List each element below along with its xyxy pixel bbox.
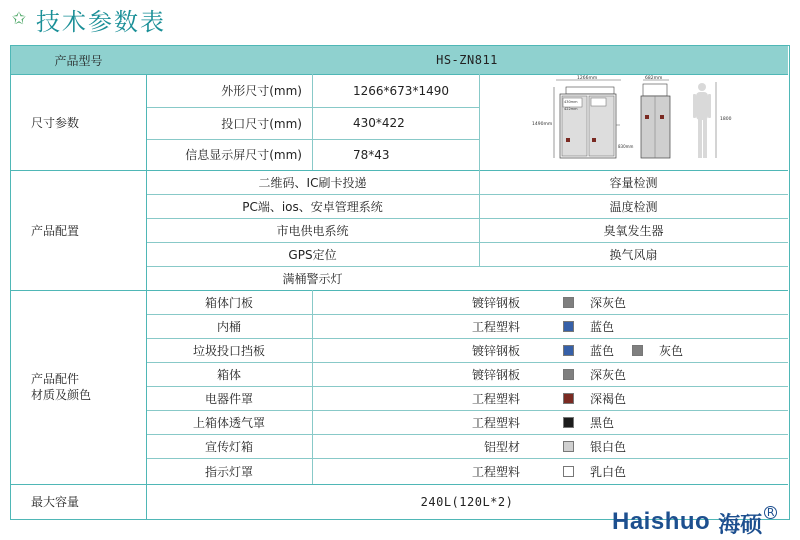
color-name: 灰色	[659, 343, 684, 358]
dim-name-3: 信息显示屏尺寸(mm)	[185, 148, 302, 162]
parts-label-line1: 产品配件	[31, 372, 80, 386]
part-name: 电器件罩	[204, 391, 253, 406]
part-name: 箱体	[216, 367, 241, 382]
part-name: 指示灯罩	[204, 464, 253, 479]
logo-cn: 海硕	[718, 512, 763, 538]
part-name: 箱体门板	[204, 295, 253, 310]
color-name: 深灰色	[590, 295, 627, 310]
color-name: 深灰色	[590, 367, 627, 382]
config-left-3: 市电供电系统	[276, 223, 349, 238]
config-right-1: 容量检测	[609, 175, 658, 190]
part-material: 铝型材	[483, 439, 520, 454]
parts-label-line2: 材质及颜色	[31, 388, 92, 402]
color-swatch	[563, 321, 574, 332]
color-name: 蓝色	[590, 319, 615, 334]
registered-mark-icon: R	[764, 506, 777, 519]
color-swatch	[563, 417, 574, 428]
color-swatch	[563, 369, 574, 380]
dim-value-1: 1266*673*1490	[353, 83, 449, 98]
config-left-4: GPS定位	[288, 247, 337, 262]
part-colors	[563, 434, 788, 458]
part-colors	[563, 362, 788, 386]
capacity-label: 最大容量	[31, 495, 80, 509]
page-title-bar	[10, 2, 166, 36]
color-swatch	[563, 297, 574, 308]
color-swatch	[563, 466, 574, 477]
page-title: 技术参数表	[36, 7, 166, 36]
height-label: 1490mm	[532, 122, 553, 127]
part-name: 上箱体透气罩	[192, 415, 265, 430]
color-name: 银白色	[590, 439, 627, 454]
haishuo-logo	[612, 508, 777, 536]
dim-value-2: 430*422	[353, 116, 405, 130]
color-swatch	[632, 345, 643, 356]
part-material: 镀锌钢板	[471, 295, 520, 310]
dim-name-1: 外形尺寸(mm)	[221, 84, 302, 98]
part-colors	[563, 458, 788, 484]
model-value: HS-ZN811	[436, 53, 498, 67]
color-swatch	[563, 345, 574, 356]
color-name: 乳白色	[590, 464, 627, 479]
open-label: 430mm	[564, 100, 578, 104]
capacity-value: 240L(120L*2)	[420, 494, 514, 509]
color-swatch	[563, 441, 574, 452]
model-label: 产品型号	[54, 53, 103, 68]
dimensions-label: 尺寸参数	[31, 115, 80, 130]
star-icon: ✩	[11, 9, 27, 29]
dim-name-2: 投口尺寸(mm)	[221, 116, 302, 131]
part-material: 工程塑料	[471, 415, 520, 430]
depth-label: 682mm	[645, 76, 663, 81]
color-name: 深褐色	[590, 391, 627, 406]
config-left-2: PC端、ios、安卓管理系统	[242, 199, 383, 214]
part-colors	[563, 410, 788, 434]
color-name: 蓝色	[590, 343, 615, 358]
dim-value-3: 78*43	[353, 147, 390, 162]
part-colors	[563, 290, 788, 314]
config-right-3: 臭氧发生器	[603, 223, 664, 238]
part-name: 内桶	[216, 319, 241, 334]
config-label: 产品配置	[31, 223, 80, 238]
part-name: 垃圾投口挡板	[192, 343, 265, 358]
part-material: 镀锌钢板	[471, 367, 520, 382]
base-label: 830mm	[618, 144, 634, 149]
logo-en: Haishuo	[612, 508, 711, 535]
color-name: 黑色	[590, 415, 615, 430]
width-label: 1266mm	[577, 76, 598, 81]
part-colors	[563, 338, 788, 362]
part-material: 工程塑料	[471, 391, 520, 406]
parts-label	[11, 290, 146, 484]
config-left-1: 二维码、IC刷卡投递	[258, 175, 367, 190]
config-right-4: 换气风扇	[609, 247, 658, 262]
spec-table	[10, 45, 790, 520]
opening-label: 422mm	[564, 107, 578, 111]
config-right-2: 温度检测	[609, 199, 658, 214]
person-height-label: 1800	[720, 117, 732, 122]
part-name: 宣传灯箱	[204, 439, 253, 454]
part-material: 工程塑料	[471, 319, 520, 334]
part-material: 工程塑料	[471, 464, 520, 479]
config-left-5: 满桶警示灯	[282, 271, 343, 286]
part-colors	[563, 314, 788, 338]
color-swatch	[563, 393, 574, 404]
part-colors	[563, 386, 788, 410]
product-dimension-drawing	[480, 75, 787, 169]
part-material: 镀锌钢板	[471, 343, 520, 358]
